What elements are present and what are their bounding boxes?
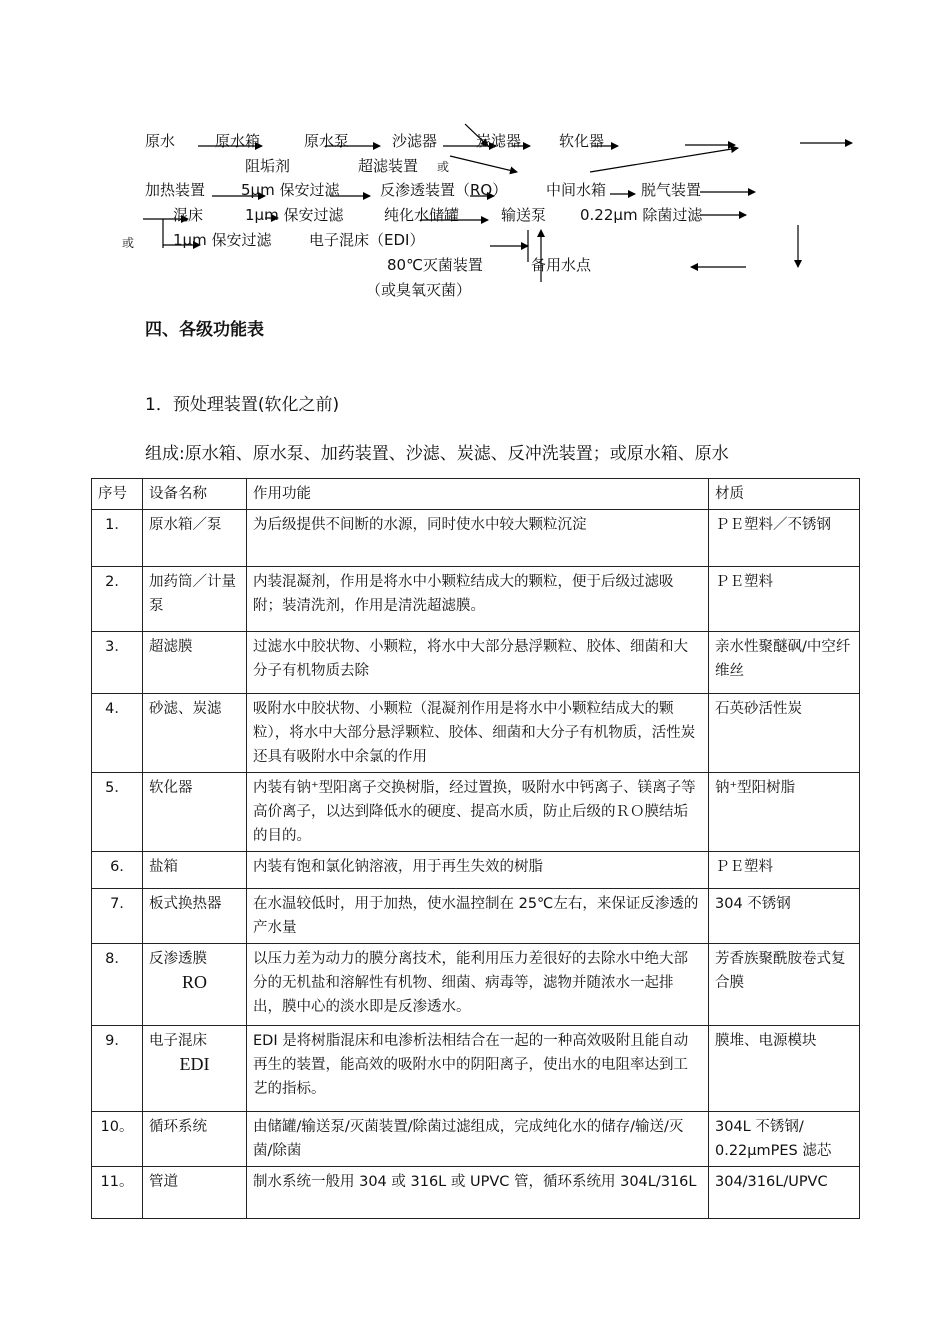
- device-name: [143, 632, 247, 694]
- function-desc: 内装有钠⁺型阳离子交换树脂，经过置换，吸附水中钙离子、镁离子等高价离子，以达到降低水的硬度、提高水质，防止后级的ＲＯ膜结垢的目的。: [247, 773, 709, 852]
- function-desc: 在水温较低时，用于加热，使水温控制在 25℃左右，来保证反渗透的产水量: [247, 889, 709, 944]
- function-desc: 内装有饱和氯化钠溶液，用于再生失效的树脂: [247, 852, 709, 889]
- device-abbrev: RO: [181, 972, 207, 992]
- flow-node: 加热装置: [145, 181, 206, 199]
- flow-node: 炭滤器: [476, 132, 522, 150]
- row-number: 11。: [92, 1167, 143, 1219]
- table-row: [92, 1112, 860, 1167]
- material: ＰＥ塑料: [709, 567, 860, 632]
- flow-node: （或臭氧灭菌）: [366, 281, 472, 299]
- function-desc: EDI 是将树脂混床和电渗析法相结合在一起的一种高效吸附且能自动再生的装置，能高效的吸附水中的阴阳离子，使出水的电阻率达到工艺的指标。: [247, 1026, 709, 1112]
- row-number: 5．: [92, 773, 143, 852]
- table-row: [92, 632, 860, 694]
- flow-or: 或: [122, 236, 135, 250]
- device-name-text: 原水箱／泵: [149, 517, 222, 533]
- device-name-text: 加药筒／计量泵: [149, 574, 236, 614]
- device-name: [143, 694, 247, 773]
- table-row: [92, 944, 860, 1026]
- device-name: [143, 1167, 247, 1219]
- material: 304/316L/UPVC: [709, 1167, 860, 1219]
- row-number: 8．: [92, 944, 143, 1026]
- arrow: [590, 148, 738, 172]
- function-desc: 制水系统一般用 304 或 316L 或 UPVC 管，循环系统用 304L/316L: [247, 1167, 709, 1219]
- material: 钠⁺型阳树脂: [709, 773, 860, 852]
- flow-node: 输送泵: [501, 206, 547, 224]
- header-cell: 作用功能: [247, 479, 709, 510]
- function-desc: 吸附水中胶状物、小颗粒（混凝剂作用是将水中小颗粒结成大的颗粒），将水中大部分悬浮颗粒、胶体、细菌和大分子有机物质，活性炭还具有吸附水中余氯的作用: [247, 694, 709, 773]
- flow-node: 脱气装置: [641, 181, 702, 199]
- function-table: [91, 478, 860, 1219]
- row-number: 4．: [92, 694, 143, 773]
- flow-node: 反渗透装置（RO）: [380, 181, 508, 199]
- table-row: [92, 773, 860, 852]
- header-cell: 材质: [709, 479, 860, 510]
- flow-node: 超滤装置: [358, 157, 419, 175]
- device-name-text: 砂滤、炭滤: [149, 701, 222, 717]
- flow-node: 80℃灭菌装置: [387, 256, 483, 274]
- header-cell: 设备名称: [143, 479, 247, 510]
- flow-node: 0.22μm 除菌过滤: [580, 206, 703, 224]
- device-name: [143, 852, 247, 889]
- flow-node: 1μm 保安过滤: [245, 206, 344, 224]
- flow-node: 混床: [173, 206, 204, 224]
- device-name: [143, 944, 247, 1026]
- row-number: 6.: [92, 852, 143, 889]
- table-row: [92, 852, 860, 889]
- flow-node: 原水箱: [215, 132, 261, 150]
- device-name: [143, 889, 247, 944]
- device-name-text: 电子混床: [149, 1033, 207, 1049]
- table-row: [92, 694, 860, 773]
- function-desc: 由储罐/输送泵/灭菌装置/除菌过滤组成，完成纯化水的储存/输送/灭菌/除菌: [247, 1112, 709, 1167]
- device-name-text: 超滤膜: [149, 639, 193, 655]
- flow-node: 1μm 保安过滤: [173, 231, 272, 249]
- composition-text: 组成:原水箱、原水泵、加药装置、沙滤、炭滤、反冲洗装置；或原水箱、原水: [145, 444, 729, 464]
- device-name: [143, 1112, 247, 1167]
- material: 膜堆、电源模块: [709, 1026, 860, 1112]
- arrow: [450, 156, 517, 172]
- function-desc: 过滤水中胶状物、小颗粒，将水中大部分悬浮颗粒、胶体、细菌和大分子有机物质去除: [247, 632, 709, 694]
- material: 304L 不锈钢/ 0.22μmPES 滤芯: [709, 1112, 860, 1167]
- material: ＰＥ塑料: [709, 852, 860, 889]
- row-number: 7.: [92, 889, 143, 944]
- flow-node: 原水: [145, 132, 176, 150]
- row-number: 3．: [92, 632, 143, 694]
- row-number: 9．: [92, 1026, 143, 1112]
- device-name-text: 软化器: [149, 780, 193, 796]
- device-name-text: 盐箱: [149, 859, 178, 875]
- flow-node: 阻垢剂: [245, 157, 291, 175]
- device-name: [143, 1026, 247, 1112]
- material: 亲水性聚醚砜/中空纤维丝: [709, 632, 860, 694]
- flow-node: 纯化水储罐: [384, 206, 460, 224]
- function-desc: 为后级提供不间断的水源，同时使水中较大颗粒沉淀: [247, 510, 709, 567]
- device-name-text: 管道: [149, 1174, 178, 1190]
- device-name: [143, 567, 247, 632]
- table-row: [92, 567, 860, 632]
- device-abbrev: EDI: [179, 1054, 210, 1074]
- row-number: 10。: [92, 1112, 143, 1167]
- table-row: [92, 1167, 860, 1219]
- flow-node: 沙滤器: [392, 132, 438, 150]
- table-row: [92, 1026, 860, 1112]
- row-number: 1．: [92, 510, 143, 567]
- flow-node: 中间水箱: [546, 181, 607, 199]
- row-number: 2．: [92, 567, 143, 632]
- device-name-text: 板式换热器: [149, 896, 222, 912]
- function-desc: 以压力差为动力的膜分离技术，能利用压力差很好的去除水中绝大部分的无机盐和溶解性有机物、细菌、病毒等，滤物并随浓水一起排出，膜中心的淡水即是反渗透水。: [247, 944, 709, 1026]
- flow-node: 电子混床（EDI）: [309, 231, 425, 249]
- section-title: 四、各级功能表: [145, 320, 264, 340]
- flow-node: 原水泵: [304, 132, 350, 150]
- material: 石英砂活性炭: [709, 694, 860, 773]
- material: ＰＥ塑料／不锈钢: [709, 510, 860, 567]
- flow-node: 软化器: [559, 132, 605, 150]
- device-name: [143, 510, 247, 567]
- material: 304 不锈钢: [709, 889, 860, 944]
- table-row: [92, 889, 860, 944]
- subsection-title: 1．预处理装置(软化之前): [145, 395, 340, 415]
- flow-or: 或: [437, 160, 450, 174]
- device-name-text: 循环系统: [149, 1119, 207, 1135]
- flow-node: 5μm 保安过滤: [241, 181, 340, 199]
- device-name-text: 反渗透膜: [149, 951, 207, 967]
- flow-node: 备用水点: [531, 256, 592, 274]
- header-cell: 序号: [92, 479, 143, 510]
- table-row: [92, 510, 860, 567]
- device-name: [143, 773, 247, 852]
- table-header-row: [92, 479, 860, 510]
- material: 芳香族聚酰胺卷式复合膜: [709, 944, 860, 1026]
- function-desc: 内装混凝剂，作用是将水中小颗粒结成大的颗粒，便于后级过滤吸附；装清洗剂，作用是清洗超滤膜。: [247, 567, 709, 632]
